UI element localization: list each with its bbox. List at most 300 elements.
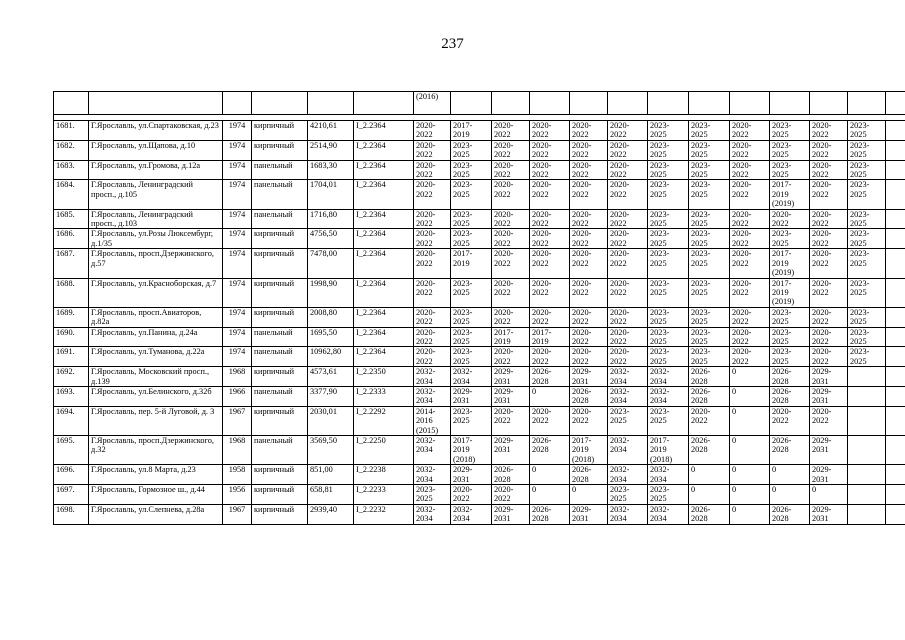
table-row: [54, 406, 905, 435]
code-cell: I_2.2238: [354, 465, 414, 485]
period-cell: 2020- 2022: [730, 307, 770, 327]
area-cell: 7478,00: [308, 249, 354, 278]
period-cell: [848, 367, 886, 387]
period-cell: 2017- 2019 (2018): [451, 436, 492, 465]
period-cell: 2023- 2025: [848, 347, 886, 367]
row-number: 1684.: [54, 180, 89, 209]
period-cell: 2023- 2025: [770, 121, 810, 141]
period-cell: 2029- 2031: [810, 504, 848, 524]
period-cell: [886, 504, 905, 524]
area-cell: 10962,80: [308, 347, 354, 367]
row-number: 1694.: [54, 406, 89, 435]
period-cell: 2020- 2022: [414, 121, 451, 141]
period-cell: 2032- 2034: [414, 436, 451, 465]
period-cell: 2020- 2022: [492, 278, 530, 307]
year-cell: 1967: [223, 504, 252, 524]
period-cell: 2023- 2025: [770, 347, 810, 367]
period-cell: 2023- 2025: [689, 249, 730, 278]
period-cell: 2020- 2022: [730, 278, 770, 307]
year-cell: 1974: [223, 140, 252, 160]
period-cell: 2020- 2022: [608, 347, 648, 367]
period-cell: 2017- 2019 (2019): [770, 278, 810, 307]
year-cell: 1974: [223, 347, 252, 367]
address-cell: Г.Ярославль, ул.Громова, д.12а: [89, 160, 223, 180]
period-cell: [886, 307, 905, 327]
table-row: [54, 160, 905, 180]
cell: [570, 92, 608, 115]
area-cell: 1704,01: [308, 180, 354, 209]
cell: [530, 92, 570, 115]
period-cell: [886, 249, 905, 278]
period-cell: 2017- 2019 (2018): [648, 436, 689, 465]
address-cell: Г.Ярославль, ул.8 Марта, д.23: [89, 465, 223, 485]
year-cell: 1974: [223, 180, 252, 209]
period-cell: 0: [730, 504, 770, 524]
period-cell: 2023- 2025: [770, 160, 810, 180]
period-cell: 2023- 2025: [608, 406, 648, 435]
period-cell: 2017- 2019: [451, 121, 492, 141]
area-cell: 2514,90: [308, 140, 354, 160]
cell: [492, 92, 530, 115]
period-cell: 2020- 2022: [730, 229, 770, 249]
period-cell: 2023- 2025: [689, 160, 730, 180]
period-cell: 2020- 2022: [414, 327, 451, 347]
period-cell: 2020- 2022: [530, 406, 570, 435]
period-cell: [848, 406, 886, 435]
year-cell: 1974: [223, 249, 252, 278]
period-cell: 2020- 2022: [414, 347, 451, 367]
table-row: [54, 180, 905, 209]
code-cell: I_2.2292: [354, 406, 414, 435]
period-cell: 2032- 2034: [451, 504, 492, 524]
period-cell: 2020- 2022: [810, 249, 848, 278]
period-cell: [886, 347, 905, 367]
period-cell: 2020- 2022: [730, 121, 770, 141]
row-number: 1695.: [54, 436, 89, 465]
period-cell: 2014- 2016 (2015): [414, 406, 451, 435]
period-cell: 2032- 2034: [648, 465, 689, 485]
code-cell: I_2.2364: [354, 307, 414, 327]
period-cell: 2023- 2025: [451, 180, 492, 209]
table-row-continuation: [54, 92, 905, 115]
area-cell: 1716,80: [308, 209, 354, 229]
area-cell: 4210,61: [308, 121, 354, 141]
period-cell: 2023- 2025: [689, 229, 730, 249]
period-cell: 0: [730, 406, 770, 435]
table-row: [54, 307, 905, 327]
period-cell: 2020- 2022: [492, 485, 530, 505]
period-cell: 2020- 2022: [730, 327, 770, 347]
period-cell: 2023- 2025: [648, 160, 689, 180]
year-cell: 1967: [223, 406, 252, 435]
period-cell: 2020- 2022: [730, 160, 770, 180]
period-cell: 2026- 2028: [492, 465, 530, 485]
period-cell: 2023- 2025: [648, 249, 689, 278]
page-number: 237: [441, 36, 464, 52]
period-cell: 2032- 2034: [414, 504, 451, 524]
code-cell: I_2.2250: [354, 436, 414, 465]
period-cell: 2017- 2019: [492, 327, 530, 347]
row-number: 1698.: [54, 504, 89, 524]
cell: [451, 92, 492, 115]
table-row: [54, 327, 905, 347]
table-row: [54, 367, 905, 387]
address-cell: Г.Ярославль, Московский просп., д.139: [89, 367, 223, 387]
material-cell: панельный: [252, 209, 308, 229]
table-row: [54, 209, 905, 229]
period-cell: 2020- 2022: [492, 406, 530, 435]
period-cell: 2020- 2022: [492, 229, 530, 249]
table-body: [54, 92, 905, 525]
year-cell: 1966: [223, 386, 252, 406]
period-cell: 2023- 2025: [848, 160, 886, 180]
material-cell: кирпичный: [252, 504, 308, 524]
address-cell: Г.Ярославль, Ленинградский просп., д.103: [89, 209, 223, 229]
cell: [810, 92, 848, 115]
code-cell: I_2.2333: [354, 386, 414, 406]
period-cell: 2026- 2028: [530, 504, 570, 524]
table-row: [54, 485, 905, 505]
code-cell: I_2.2232: [354, 504, 414, 524]
period-cell: [886, 465, 905, 485]
period-cell: 2026- 2028: [770, 386, 810, 406]
period-cell: [886, 327, 905, 347]
period-cell: 2020- 2022: [414, 160, 451, 180]
period-cell: 0: [810, 485, 848, 505]
code-cell: I_2.2364: [354, 209, 414, 229]
address-cell: Г.Ярославль, ул.Красноборская, д.7: [89, 278, 223, 307]
cell: [54, 92, 89, 115]
period-cell: 2020- 2022: [530, 180, 570, 209]
period-cell: 2023- 2025: [848, 180, 886, 209]
cell: (2016): [414, 92, 451, 115]
address-cell: Г.Ярославль, просп.Дзержинского, д.32: [89, 436, 223, 465]
code-cell: I_2.2364: [354, 249, 414, 278]
period-cell: 2023- 2025: [689, 209, 730, 229]
period-cell: 2023- 2025: [648, 229, 689, 249]
row-number: 1690.: [54, 327, 89, 347]
period-cell: 2020- 2022: [570, 249, 608, 278]
period-cell: 2023- 2025: [689, 347, 730, 367]
period-cell: 2020- 2022: [608, 160, 648, 180]
material-cell: панельный: [252, 436, 308, 465]
period-cell: 2032- 2034: [414, 367, 451, 387]
row-number: 1686.: [54, 229, 89, 249]
period-cell: 2023- 2025: [451, 307, 492, 327]
period-cell: 0: [730, 436, 770, 465]
period-cell: 2029- 2031: [810, 367, 848, 387]
period-cell: [848, 386, 886, 406]
period-cell: 2029- 2031: [492, 367, 530, 387]
period-cell: 2020- 2022: [451, 485, 492, 505]
period-cell: 2023- 2025: [451, 347, 492, 367]
table-row: [54, 249, 905, 278]
period-cell: [886, 406, 905, 435]
period-cell: 2020- 2022: [414, 140, 451, 160]
address-cell: Г.Ярославль, ул.Слепнева, д.28а: [89, 504, 223, 524]
period-cell: 2023- 2025: [848, 140, 886, 160]
period-cell: 2020- 2022: [530, 249, 570, 278]
material-cell: панельный: [252, 386, 308, 406]
material-cell: кирпичный: [252, 140, 308, 160]
address-cell: Г.Ярославль, ул.Спартаковская, д.23: [89, 121, 223, 141]
period-cell: 2032- 2034: [648, 386, 689, 406]
area-cell: 658,81: [308, 485, 354, 505]
period-cell: 2020- 2022: [730, 249, 770, 278]
period-cell: 2020- 2022: [530, 160, 570, 180]
period-cell: 2020- 2022: [570, 209, 608, 229]
period-cell: 2023- 2025: [648, 121, 689, 141]
cell: [770, 92, 810, 115]
row-number: 1692.: [54, 367, 89, 387]
address-cell: Г.Ярославль, пер. 5-й Луговой, д. 3: [89, 406, 223, 435]
period-cell: 2020- 2022: [530, 121, 570, 141]
period-cell: 2023- 2025: [414, 485, 451, 505]
cell: [252, 92, 308, 115]
area-cell: 2030,01: [308, 406, 354, 435]
period-cell: 2020- 2022: [492, 347, 530, 367]
period-cell: 2023- 2025: [770, 140, 810, 160]
period-cell: 2023- 2025: [648, 307, 689, 327]
period-cell: [886, 278, 905, 307]
period-cell: 2023- 2025: [770, 327, 810, 347]
period-cell: 2020- 2022: [570, 278, 608, 307]
period-cell: 2032- 2034: [608, 436, 648, 465]
material-cell: кирпичный: [252, 485, 308, 505]
period-cell: 2020- 2022: [570, 307, 608, 327]
period-cell: 2023- 2025: [770, 229, 810, 249]
period-cell: 2017- 2019 (2019): [770, 180, 810, 209]
period-cell: 2020- 2022: [810, 121, 848, 141]
period-cell: 2026- 2028: [570, 465, 608, 485]
year-cell: 1968: [223, 367, 252, 387]
area-cell: 2939,40: [308, 504, 354, 524]
table-row: [54, 386, 905, 406]
period-cell: 2020- 2022: [608, 209, 648, 229]
period-cell: 2023- 2025: [451, 229, 492, 249]
period-cell: 2032- 2034: [648, 504, 689, 524]
period-cell: 2026- 2028: [689, 367, 730, 387]
period-cell: 2020- 2022: [492, 249, 530, 278]
period-cell: 2017- 2019 (2019): [770, 249, 810, 278]
cell: [354, 92, 414, 115]
period-cell: 2020- 2022: [810, 209, 848, 229]
period-cell: 2029- 2031: [810, 465, 848, 485]
period-cell: 2023- 2025: [451, 278, 492, 307]
period-cell: 2020- 2022: [570, 327, 608, 347]
period-cell: 2023- 2025: [451, 406, 492, 435]
period-cell: 2020- 2022: [730, 347, 770, 367]
period-cell: 2023- 2025: [848, 229, 886, 249]
period-cell: 2020- 2022: [492, 140, 530, 160]
period-cell: 2032- 2034: [451, 367, 492, 387]
period-cell: 2020- 2022: [530, 347, 570, 367]
address-cell: Г.Ярославль, ул.Белинского, д.32б: [89, 386, 223, 406]
period-cell: 2023- 2025: [689, 180, 730, 209]
code-cell: I_2.2364: [354, 160, 414, 180]
period-cell: 2020- 2022: [810, 229, 848, 249]
period-cell: [886, 436, 905, 465]
material-cell: кирпичный: [252, 307, 308, 327]
material-cell: панельный: [252, 160, 308, 180]
table-row: [54, 504, 905, 524]
period-cell: 2020- 2022: [730, 180, 770, 209]
table-row: [54, 121, 905, 141]
period-cell: 2026- 2028: [530, 367, 570, 387]
year-cell: 1974: [223, 209, 252, 229]
cell: [886, 92, 905, 115]
cell: [689, 92, 730, 115]
period-cell: 2026- 2028: [770, 367, 810, 387]
period-cell: 2029- 2031: [451, 386, 492, 406]
code-cell: I_2.2364: [354, 278, 414, 307]
period-cell: 2023- 2025: [689, 307, 730, 327]
table-row: [54, 436, 905, 465]
period-cell: 2023- 2025: [648, 485, 689, 505]
period-cell: 2029- 2031: [451, 465, 492, 485]
period-cell: 2023- 2025: [648, 278, 689, 307]
period-cell: 2020- 2022: [810, 160, 848, 180]
period-cell: 2020- 2022: [770, 406, 810, 435]
period-cell: 2017- 2019: [530, 327, 570, 347]
address-cell: Г.Ярославль, просп.Авиаторов, д.82а: [89, 307, 223, 327]
period-cell: 2020- 2022: [414, 249, 451, 278]
area-cell: 2008,80: [308, 307, 354, 327]
period-cell: 2023- 2025: [648, 140, 689, 160]
period-cell: 2023- 2025: [689, 327, 730, 347]
period-cell: 2017- 2019: [451, 249, 492, 278]
period-cell: 2026- 2028: [689, 436, 730, 465]
period-cell: [848, 465, 886, 485]
row-number: 1696.: [54, 465, 89, 485]
period-cell: 2020- 2022: [414, 180, 451, 209]
period-cell: [848, 504, 886, 524]
period-cell: 2020- 2022: [608, 327, 648, 347]
period-cell: 2023- 2025: [689, 121, 730, 141]
material-cell: кирпичный: [252, 367, 308, 387]
cell: [308, 92, 354, 115]
row-number: 1685.: [54, 209, 89, 229]
period-cell: 2020- 2022: [492, 121, 530, 141]
period-cell: [848, 436, 886, 465]
period-cell: 0: [530, 465, 570, 485]
housing-registry-table: [53, 91, 905, 525]
code-cell: I_2.2364: [354, 180, 414, 209]
address-cell: Г.Ярославль, ул.Панина, д.24а: [89, 327, 223, 347]
code-cell: I_2.2364: [354, 327, 414, 347]
cell: [648, 92, 689, 115]
area-cell: 1695,50: [308, 327, 354, 347]
period-cell: 0: [730, 367, 770, 387]
period-cell: 2020- 2022: [530, 229, 570, 249]
period-cell: 2020- 2022: [608, 121, 648, 141]
period-cell: 0: [570, 485, 608, 505]
period-cell: 0: [530, 485, 570, 505]
period-cell: 2020- 2022: [492, 160, 530, 180]
row-number: 1697.: [54, 485, 89, 505]
period-cell: 2032- 2034: [608, 504, 648, 524]
material-cell: панельный: [252, 327, 308, 347]
year-cell: 1958: [223, 465, 252, 485]
material-cell: панельный: [252, 347, 308, 367]
year-cell: 1974: [223, 327, 252, 347]
address-cell: Г.Ярославль, ул.Розы Люксембург, д.1/35: [89, 229, 223, 249]
period-cell: 2023- 2025: [451, 160, 492, 180]
code-cell: I_2.2364: [354, 121, 414, 141]
period-cell: 2020- 2022: [608, 278, 648, 307]
code-cell: I_2.2350: [354, 367, 414, 387]
address-cell: Г.Ярославль, ул.Туманова, д.22а: [89, 347, 223, 367]
period-cell: 2020- 2022: [492, 307, 530, 327]
period-cell: 2026- 2028: [689, 504, 730, 524]
row-number: 1693.: [54, 386, 89, 406]
period-cell: 2020- 2022: [689, 406, 730, 435]
cell: [730, 92, 770, 115]
period-cell: 2023- 2025: [648, 347, 689, 367]
period-cell: 2020- 2022: [570, 229, 608, 249]
code-cell: I_2.2364: [354, 140, 414, 160]
year-cell: 1956: [223, 485, 252, 505]
period-cell: 2023- 2025: [770, 307, 810, 327]
period-cell: 2020- 2022: [810, 327, 848, 347]
period-cell: 2020- 2022: [570, 180, 608, 209]
code-cell: I_2.2364: [354, 347, 414, 367]
period-cell: 2020- 2022: [530, 209, 570, 229]
address-cell: Г.Ярославль, ул.Щапова, д.10: [89, 140, 223, 160]
period-cell: 2026- 2028: [689, 386, 730, 406]
material-cell: кирпичный: [252, 406, 308, 435]
period-cell: 2020- 2022: [570, 140, 608, 160]
period-cell: 2020- 2022: [608, 180, 648, 209]
year-cell: 1974: [223, 160, 252, 180]
period-cell: 2029- 2031: [570, 504, 608, 524]
period-cell: [886, 209, 905, 229]
year-cell: 1974: [223, 278, 252, 307]
period-cell: 2023- 2025: [608, 485, 648, 505]
period-cell: 2020- 2022: [730, 140, 770, 160]
material-cell: кирпичный: [252, 278, 308, 307]
year-cell: 1974: [223, 307, 252, 327]
material-cell: кирпичный: [252, 249, 308, 278]
table-row: [54, 140, 905, 160]
period-cell: 2023- 2025: [848, 278, 886, 307]
year-cell: 1974: [223, 229, 252, 249]
area-cell: 1998,90: [308, 278, 354, 307]
address-cell: Г.Ярославль, Гормозное ш., д.44: [89, 485, 223, 505]
period-cell: 2023- 2025: [689, 278, 730, 307]
period-cell: 2032- 2034: [414, 465, 451, 485]
period-cell: [886, 140, 905, 160]
period-cell: [886, 485, 905, 505]
period-cell: 2023- 2025: [451, 140, 492, 160]
period-cell: [886, 180, 905, 209]
period-cell: 0: [730, 465, 770, 485]
period-cell: 2020- 2022: [810, 406, 848, 435]
period-cell: 2020- 2022: [530, 140, 570, 160]
period-cell: 2029- 2031: [492, 504, 530, 524]
period-cell: 2032- 2034: [608, 465, 648, 485]
period-cell: [886, 160, 905, 180]
material-cell: кирпичный: [252, 229, 308, 249]
period-cell: 2020- 2022: [570, 121, 608, 141]
period-cell: 2023- 2025: [451, 209, 492, 229]
period-cell: 2020- 2022: [810, 278, 848, 307]
period-cell: 2023- 2025: [848, 121, 886, 141]
area-cell: 3377,90: [308, 386, 354, 406]
material-cell: панельный: [252, 180, 308, 209]
period-cell: 0: [730, 386, 770, 406]
area-cell: 1683,30: [308, 160, 354, 180]
